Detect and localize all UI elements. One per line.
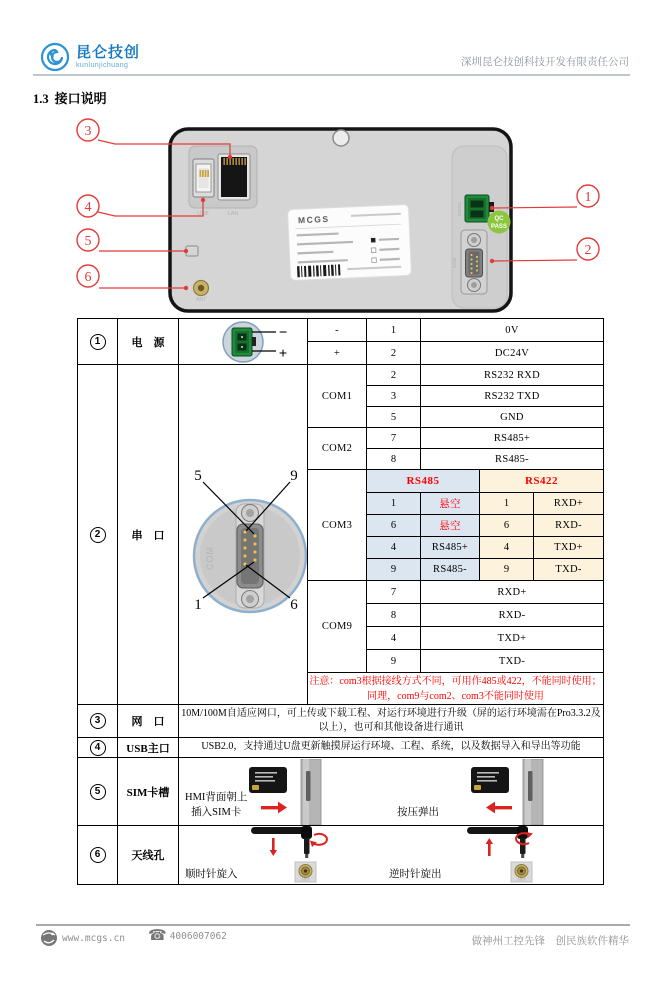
qc-pass-badge (488, 211, 511, 234)
power-pin: 2 (367, 342, 421, 365)
interface-table (77, 318, 604, 885)
table-row (78, 705, 604, 738)
phone-icon: ☎ (148, 928, 167, 944)
usb-port-label: USB (197, 211, 209, 217)
table-row (78, 758, 604, 826)
antenna-screw-out-figure (467, 826, 547, 884)
phone-number: 4006007062 (169, 931, 227, 942)
com3-rs485-pin: 1 (367, 493, 421, 515)
product-label-sticker (288, 204, 412, 280)
com1-desc: RS232 TXD (421, 386, 604, 407)
row-name-lan: 网 口 (118, 705, 179, 738)
rs422-header: RS422 (480, 470, 604, 493)
com1-pin: 2 (367, 365, 421, 386)
com3-rs422-desc: TXD+ (534, 537, 604, 559)
row-number-antenna: 6 (90, 847, 106, 863)
db9-pin5-label: 5 (194, 467, 202, 484)
com3-rs422-pin: 9 (480, 559, 534, 581)
antenna-screw-out-label: 逆时针旋出 (389, 869, 442, 880)
db9-pin1-label: 1 (194, 596, 202, 613)
rs485-header: RS485 (367, 470, 480, 493)
com-port-label: COM (452, 257, 457, 269)
antenna-instructions (179, 826, 604, 885)
callout-2-number: 2 (584, 243, 592, 258)
company-logo (40, 42, 140, 72)
com1-desc: RS232 RXD (421, 365, 604, 386)
com3-rs422-pin: 6 (480, 515, 534, 537)
plus-terminal-label: + (278, 345, 288, 362)
section-text: 接口说明 (54, 91, 107, 106)
com9-pin: 8 (367, 604, 421, 627)
power-desc: 0V (421, 319, 604, 342)
row-number-serial: 2 (90, 527, 106, 543)
logo-swirl-icon (40, 42, 70, 72)
com9-desc: TXD+ (421, 627, 604, 650)
company-name: 深圳昆仑技创科技开发有限责任公司 (461, 56, 629, 68)
com3-rs485-pin: 4 (367, 537, 421, 559)
ant-label: ANT (196, 297, 206, 303)
usb-description: USB2.0，支持通过U盘更新触摸屏运行环境、工程、系统，以及数据导入和导出等功能 (179, 738, 604, 758)
com2-desc: RS485+ (421, 428, 604, 449)
table-row (78, 826, 604, 885)
power-pin: 1 (367, 319, 421, 342)
globe-icon (40, 929, 58, 947)
antenna-screw-in-label: 顺时针旋入 (185, 869, 238, 880)
callout-6-number: 6 (84, 270, 92, 285)
row-number-usb: 4 (90, 740, 106, 756)
com9-pin: 4 (367, 627, 421, 650)
com3-rs485-desc: RS485- (421, 559, 480, 581)
db9-connector (461, 230, 487, 294)
row-name-sim: SIM卡槽 (118, 758, 179, 826)
table-row (78, 738, 604, 758)
com3-rs485-desc: RS485+ (421, 537, 480, 559)
db9-pin9-label: 9 (290, 467, 298, 484)
com9-pin: 9 (367, 650, 421, 673)
com3-rs422-desc: RXD+ (534, 493, 604, 515)
power-desc: DC24V (421, 342, 604, 365)
db9-com-label: COM (205, 545, 215, 570)
footer-phone (148, 929, 227, 944)
row-name-antenna: 天线孔 (118, 826, 179, 885)
com3-rs422-pin: 4 (480, 537, 534, 559)
callout-3-number: 3 (84, 124, 92, 139)
com1-pin: 3 (367, 386, 421, 407)
power-signal: + (308, 342, 367, 365)
antenna-screw-in-figure (251, 826, 331, 884)
logo-subtitle: kunlunjichuang (76, 62, 129, 69)
power-connector-figure (179, 319, 308, 365)
svg-text:PASS: PASS (491, 224, 507, 230)
com2-pin: 7 (367, 428, 421, 449)
callout-1-number: 1 (584, 190, 592, 205)
com2-label: COM2 (308, 428, 367, 470)
callout-4-number: 4 (84, 200, 92, 215)
lan-port-label: LAN (227, 211, 239, 217)
table-row (78, 365, 604, 386)
lan-description: 10M/100M自适应网口，可上传或下载工程、对运行环境进行升级（屏的运行环境需在Pro3.3.2及以上），也可和其他设备进行通讯 (179, 705, 604, 738)
com3-rs485-desc: 悬空 (421, 493, 480, 515)
row-name-usb: USB主口 (118, 738, 179, 758)
footer-website (40, 929, 125, 947)
svg-text:QC: QC (494, 216, 504, 222)
ant-pad-label: ANT (517, 877, 526, 882)
logo-title: 昆仑技创 (76, 44, 141, 61)
com3-rs422-desc: TXD- (534, 559, 604, 581)
com9-desc: TXD- (421, 650, 604, 673)
com1-label: COM1 (308, 365, 367, 428)
callout-5-number: 5 (84, 234, 92, 249)
com3-rs485-pin: 9 (367, 559, 421, 581)
footer-slogan: 做神州工控先锋 创民族软件精华 (471, 935, 629, 947)
website-text: www.mcgs.cn (62, 932, 125, 944)
mount-screw-hole (333, 130, 349, 146)
row-name-power: 电 源 (118, 319, 179, 365)
sim-eject-label: 按压弹出 (397, 807, 439, 818)
sim-insert-figure (243, 759, 323, 825)
sim-instructions (179, 758, 604, 826)
header-divider (33, 74, 630, 76)
com3-rs485-desc: 悬空 (421, 515, 480, 537)
db9-figure (179, 365, 308, 705)
section-number: 1.3 (33, 92, 49, 106)
com3-label: COM3 (308, 470, 367, 581)
device-rear-diagram (0, 113, 659, 315)
com9-desc: RXD- (421, 604, 604, 627)
minus-terminal-label: − (278, 324, 288, 341)
footer-divider (36, 924, 630, 926)
com1-pin: 5 (367, 407, 421, 428)
section-title (33, 88, 107, 108)
row-number-lan: 3 (90, 713, 106, 729)
usb-port (193, 159, 214, 197)
com9-pin: 7 (367, 581, 421, 604)
com3-rs422-pin: 1 (480, 493, 534, 515)
power-port-label: 24VDC (457, 201, 462, 217)
com2-desc: RS485- (421, 449, 604, 470)
com3-rs485-pin: 6 (367, 515, 421, 537)
antenna-connector (194, 281, 209, 296)
sim-insert-line1: HMI背面朝上 (185, 792, 248, 803)
com2-pin: 8 (367, 449, 421, 470)
com3-rs422-desc: RXD- (534, 515, 604, 537)
serial-note: 注意：com3根据接线方式不同，可用作485或422，不能同时使用；同理，com9与com2、com3不能同时使用 (308, 673, 604, 705)
db9-pin6-label: 6 (290, 596, 298, 613)
ethernet-port (218, 154, 250, 200)
com1-desc: GND (421, 407, 604, 428)
com9-label: COM9 (308, 581, 367, 673)
com9-desc: RXD+ (421, 581, 604, 604)
row-number-power: 1 (90, 334, 106, 350)
ant-pad-label: ANT (301, 877, 310, 882)
sim-eject-figure (465, 759, 545, 825)
row-name-serial: 串 口 (118, 365, 179, 705)
table-row (78, 319, 604, 342)
power-signal: - (308, 319, 367, 342)
row-number-sim: 5 (90, 784, 106, 800)
sim-insert-line2: 插入SIM卡 (191, 807, 242, 819)
sticker-brand: MCGS (297, 213, 330, 226)
